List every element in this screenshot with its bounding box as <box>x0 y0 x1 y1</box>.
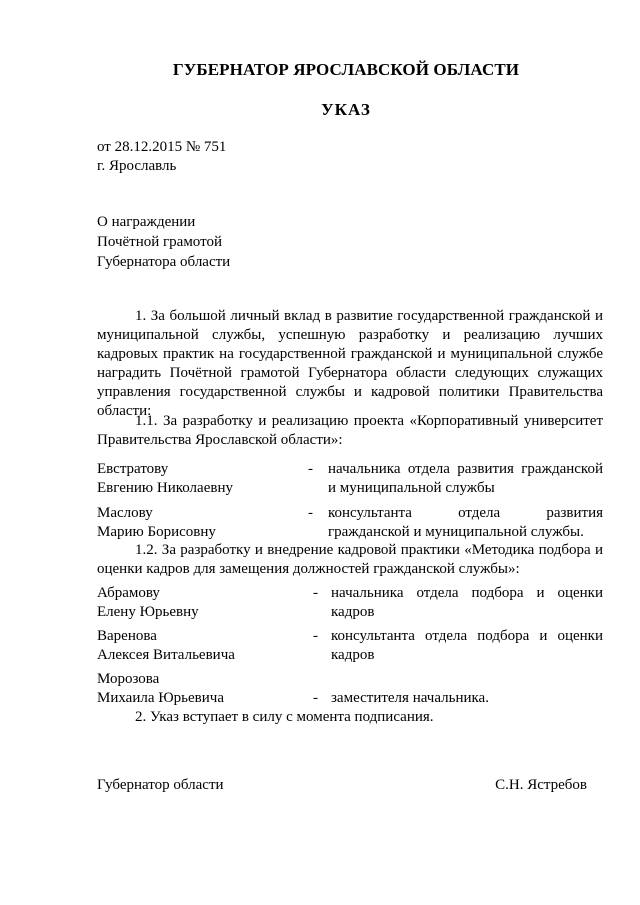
subject-line: Губернатора области <box>97 254 231 270</box>
issue-city: г. Ярославль <box>97 158 177 174</box>
awardee-surname: Маслову <box>97 505 153 521</box>
awardee-given-names: Михаила Юрьевича <box>97 690 224 706</box>
paragraph-1-2: 1.2. За разработку и внедрение кадровой практики «Методика подбора и оценки кадров для замещения должностей гражданской службы»: <box>97 542 603 577</box>
awardee-position <box>328 460 603 498</box>
dash-separator: - <box>313 585 318 601</box>
awardee-name <box>97 627 235 665</box>
decree-subject <box>97 212 230 272</box>
awardee-position <box>331 689 603 708</box>
awardee-surname: Морозова <box>97 671 160 687</box>
document-type-heading: УКАЗ <box>321 100 371 119</box>
awardee-name <box>97 460 233 498</box>
signature-block <box>97 776 587 796</box>
dash-separator: - <box>308 461 313 477</box>
awardee-position <box>331 627 603 665</box>
awardee-name <box>97 670 224 708</box>
awardee-name <box>97 504 216 542</box>
awardee-surname: Варенова <box>97 628 157 644</box>
position-line: начальника отдела подбора и оценки <box>331 585 603 601</box>
dash-separator: - <box>313 628 318 644</box>
awardee-surname: Евстратову <box>97 461 169 477</box>
awardee-position <box>331 584 603 622</box>
awardee-position <box>328 504 603 542</box>
signatory-title: Губернатор области <box>97 777 224 793</box>
position-line: заместителя начальника. <box>331 690 489 706</box>
position-line: кадров <box>331 604 375 620</box>
dash-separator: - <box>308 505 313 521</box>
paragraph-1: 1. За большой личный вклад в развитие государственной гражданской и муниципальной службы, успешную разработку и реализацию лучших кадровых практик на государственной гражданской и муниципальной службе наградить Почётной грамотой Губернатора области следующих служащих управления государственной службы и кадровой политики Правительства области: <box>97 308 603 419</box>
awardee-given-names: Алексея Витальевича <box>97 647 235 663</box>
subject-line: Почётной грамотой <box>97 234 222 250</box>
position-line: кадров <box>331 647 375 663</box>
position-line: начальника отдела развития гражданской <box>328 461 603 477</box>
issuing-authority-heading: ГУБЕРНАТОР ЯРОСЛАВСКОЙ ОБЛАСТИ <box>172 60 520 79</box>
document-meta <box>97 138 226 176</box>
awardee-surname: Абрамову <box>97 585 160 601</box>
position-line: и муниципальной службы <box>328 480 495 496</box>
signatory-name: С.Н. Ястребов <box>495 777 587 793</box>
awardee-given-names: Елену Юрьевну <box>97 604 199 620</box>
awardee-given-names: Евгению Николаевну <box>97 480 233 496</box>
awardee-name <box>97 584 199 622</box>
position-line: гражданской и муниципальной службы. <box>328 524 584 540</box>
awardee-given-names: Марию Борисовну <box>97 524 216 540</box>
dash-separator: - <box>313 690 318 706</box>
position-line: консультанта отдела подбора и оценки <box>331 628 603 644</box>
paragraph-1-1: 1.1. За разработку и реализацию проекта «Корпоративный университет Правительства Ярославской области»: <box>97 413 603 448</box>
date-and-number: от 28.12.2015 № 751 <box>97 139 227 155</box>
subject-line: О награждении <box>97 214 196 230</box>
position-line: консультанта отдела развития <box>328 505 603 521</box>
paragraph-2: 2. Указ вступает в силу с момента подписания. <box>135 709 434 725</box>
